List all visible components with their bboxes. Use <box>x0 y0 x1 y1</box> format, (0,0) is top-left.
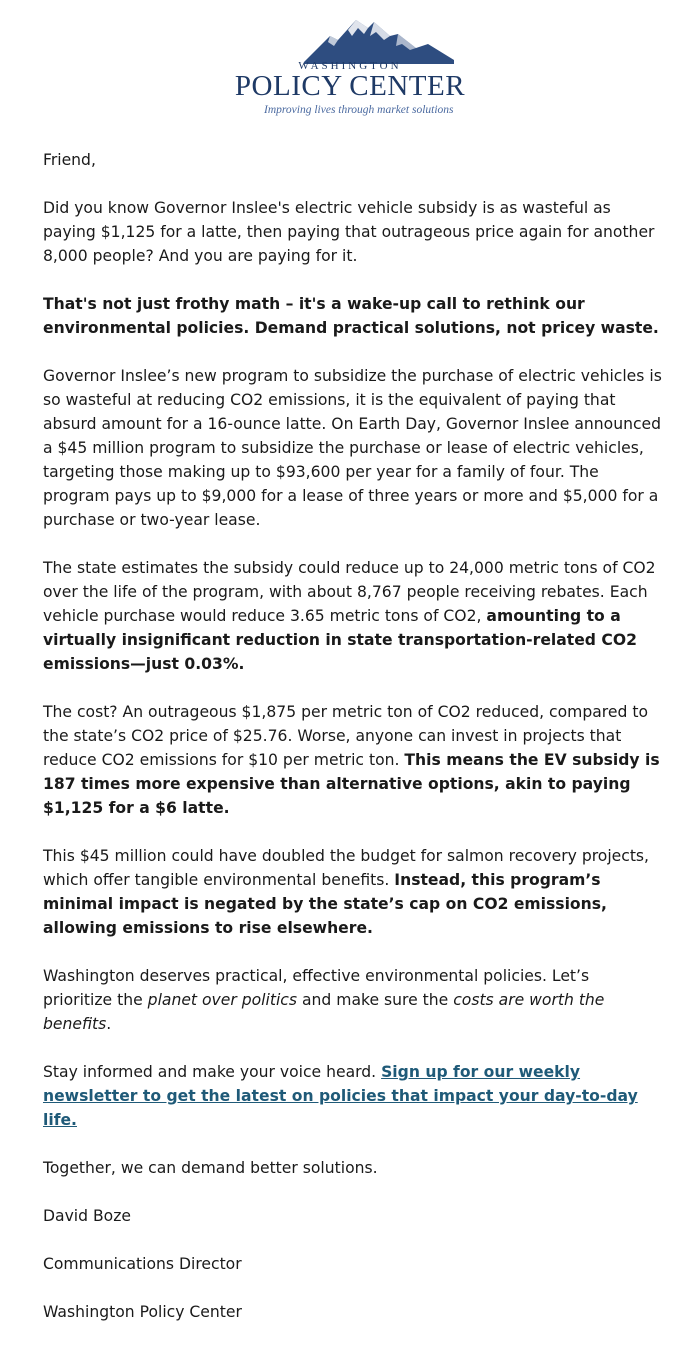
logo-policy-center: POLICY CENTER <box>234 70 466 102</box>
paragraph-intro: Did you know Governor Inslee's electric vehicle subsidy is as wasteful as paying $1,125 for a latte, then paying that outrageous price again for another 8,000 people? And you are paying for it. <box>43 199 655 265</box>
estimates-bold: amounting to a virtually insignificant reduction in state transportation-related CO2 emissions—just 0.03%. <box>43 607 637 673</box>
deserves-em-costs: costs are worth the benefits <box>43 991 605 1033</box>
signature-title: Communications Director <box>43 1255 242 1273</box>
deserves-text-a: Washington deserves practical, effective environmental policies. Let’s prioritize the <box>43 967 590 1009</box>
deserves-em-planet: planet over politics <box>147 991 297 1009</box>
paragraph-callout <box>43 292 663 340</box>
deserves-text-c: . <box>106 1015 112 1033</box>
paragraph-salmon <box>43 844 663 940</box>
signup-text: Stay informed and make your voice heard. <box>43 1063 382 1081</box>
wpc-logo[interactable] <box>220 12 480 117</box>
paragraph-together: Together, we can demand better solutions. <box>43 1159 378 1177</box>
callout-bold: That's not just frothy math – it's a wake-up call to rethink our environmental policies. Demand practical solutions, not pricey waste. <box>43 295 659 337</box>
mountain-logo-icon <box>304 14 454 64</box>
paragraph-signup <box>43 1060 663 1132</box>
logo-tagline: Improving lives through market solutions <box>264 104 454 116</box>
newsletter-signup-link[interactable]: Sign up for our weekly newsletter to get the latest on policies that impact your day-to-day life. <box>43 1063 638 1129</box>
paragraph-estimates <box>43 556 663 676</box>
salmon-text: This $45 million could have doubled the budget for salmon recovery projects, which offer tangible environmental benefits. <box>43 847 650 889</box>
deserves-text-b: and make sure the <box>297 991 454 1009</box>
email-header <box>0 0 700 130</box>
salmon-bold: Instead, this program’s minimal impact is negated by the state’s cap on CO2 emissions, allowing emissions to rise elsewhere. <box>43 871 607 937</box>
paragraph-program: Governor Inslee’s new program to subsidize the purchase of electric vehicles is so wasteful at reducing CO2 emissions, it is the equivalent of paying that absurd amount for a 16-ounce latte. On Earth Day, Governor Inslee announced a $45 million program to subsidize the purchase or lease of electric vehicles, targeting those making up to $93,600 per year for a family of four. The program pays up to $9,000 for a lease of three years or more and $5,000 for a purchase or two-year lease. <box>43 367 662 529</box>
cost-bold: This means the EV subsidy is 187 times more expensive than alternative options, akin to paying $1,125 for a $6 latte. <box>43 751 660 817</box>
cost-text: The cost? An outrageous $1,875 per metric ton of CO2 reduced, compared to the state’s CO2 price of $25.76. Worse, anyone can invest in projects that reduce CO2 emissions for $10 per metric ton. <box>43 703 648 769</box>
paragraph-deserves <box>43 964 663 1036</box>
signature-name: David Boze <box>43 1207 131 1225</box>
estimates-text: The state estimates the subsidy could reduce up to 24,000 metric tons of CO2 over the life of the program, with about 8,767 people receiving rebates. Each vehicle purchase would reduce 3.65 metric tons of CO2, <box>43 559 656 625</box>
signature-org: Washington Policy Center <box>43 1303 242 1321</box>
email-body <box>43 148 663 1348</box>
logo-washington: WASHINGTON <box>298 60 402 72</box>
greeting: Friend, <box>43 151 96 169</box>
paragraph-cost <box>43 700 663 820</box>
